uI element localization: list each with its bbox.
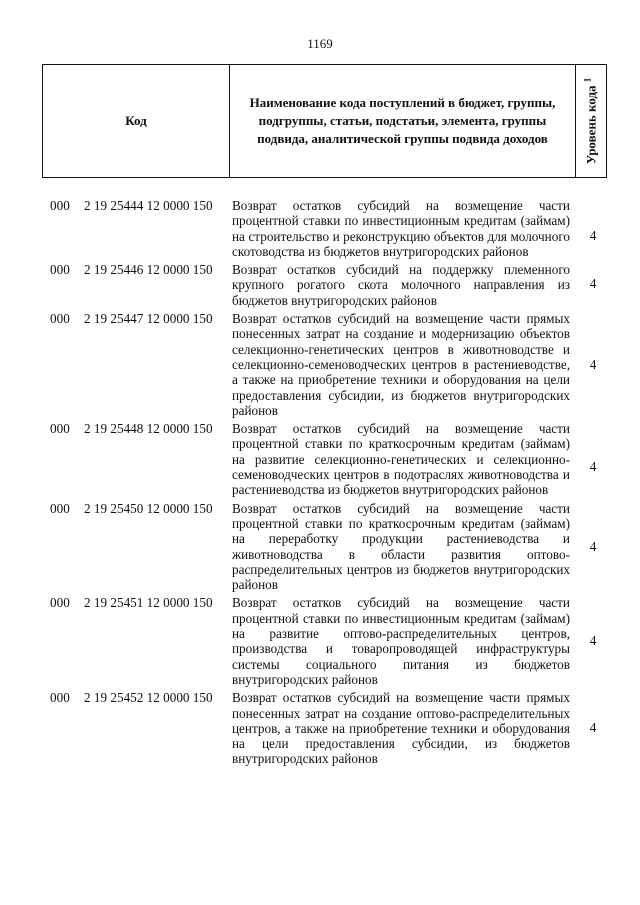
row-description: Возврат остатков субсидий на возмещение части прямых понесенных затрат на создание оптово-распределительных центров, а также на приобретение техники и оборудования на цели предоставления субсидии, из бюджетов внутригородских районов <box>232 690 570 767</box>
row-level: 4 <box>589 633 597 649</box>
table-header <box>42 64 607 178</box>
row-code: 2 19 25446 12 0000 150 <box>84 262 213 278</box>
header-level <box>582 78 599 165</box>
table-row <box>0 595 640 687</box>
row-description: Возврат остатков субсидий на возмещение части процентной ставки по инвестиционным кредитам (займам) на строительство и реконструкцию объектов для молочного скотоводства из бюджетов внутригородских районов <box>232 198 570 259</box>
row-description: Возврат остатков субсидий на возмещение части процентной ставки по инвестиционным кредитам (займам) на развитие оптово-распределительных центров, производства и товаропроводящей инфраструктуры системы социального питания из бюджетов внутригородских районов <box>232 595 570 687</box>
row-description: Возврат остатков субсидий на возмещение части процентной ставки по краткосрочным кредитам (займам) на переработку продукции растениеводства и животноводства в области развития оптово-распределительных центров из бюджетов внутригородских районов <box>232 500 570 593</box>
header-name: Наименование кода поступлений в бюджет, группы, подгруппы, статьи, подстатьи, элемента, группы подвида, аналитической группы подвида доходов <box>230 65 576 177</box>
table-row <box>0 421 640 497</box>
row-code: 2 19 25444 12 0000 150 <box>84 198 213 213</box>
row-level: 4 <box>589 538 597 554</box>
table-row <box>0 501 640 593</box>
table-row <box>0 690 640 766</box>
row-prefix: 000 <box>50 500 70 516</box>
row-prefix: 000 <box>50 595 70 611</box>
row-code: 2 19 25448 12 0000 150 <box>84 421 213 437</box>
table-body <box>0 198 640 770</box>
row-description: Возврат остатков субсидий на возмещение части процентной ставки по краткосрочным кредитам (займам) на развитие селекционно-генетических и селекционно-семеноводческих центров в подотраслях животноводства и растениеводства из бюджетов внутригородских районов <box>232 421 570 498</box>
header-level-footnote: 1 <box>582 77 593 83</box>
row-code: 2 19 25447 12 0000 150 <box>84 311 213 327</box>
table-row <box>0 198 640 259</box>
row-level: 4 <box>589 276 597 292</box>
header-level-label: Уровень кода <box>583 85 599 165</box>
row-prefix: 000 <box>50 421 70 437</box>
row-code: 2 19 25450 12 0000 150 <box>84 500 213 516</box>
header-code: Код <box>43 65 230 177</box>
row-description: Возврат остатков субсидий на возмещение части прямых понесенных затрат на создание и модернизацию объектов селекционно-генетических центров в животноводстве и селекционно-семеноводческих центров в растениеводстве, а также на приобретение техники и оборудования на цели предоставления субсидии, из бюджетов внутригородских районов <box>232 311 570 418</box>
row-level: 4 <box>589 459 597 475</box>
row-prefix: 000 <box>50 690 70 706</box>
row-level: 4 <box>589 357 597 373</box>
row-level: 4 <box>589 720 597 736</box>
row-description: Возврат остатков субсидий на поддержку племенного крупного рогатого скота молочного направления из бюджетов внутригородских районов <box>232 262 570 308</box>
row-prefix: 000 <box>50 198 70 213</box>
row-code: 2 19 25451 12 0000 150 <box>84 595 213 611</box>
table-row <box>0 311 640 418</box>
page-number: 1169 <box>307 36 333 51</box>
row-level: 4 <box>589 228 597 243</box>
header-level-cell <box>576 65 606 177</box>
row-code: 2 19 25452 12 0000 150 <box>84 690 213 706</box>
table-row <box>0 262 640 308</box>
row-prefix: 000 <box>50 262 70 278</box>
row-prefix: 000 <box>50 311 70 327</box>
